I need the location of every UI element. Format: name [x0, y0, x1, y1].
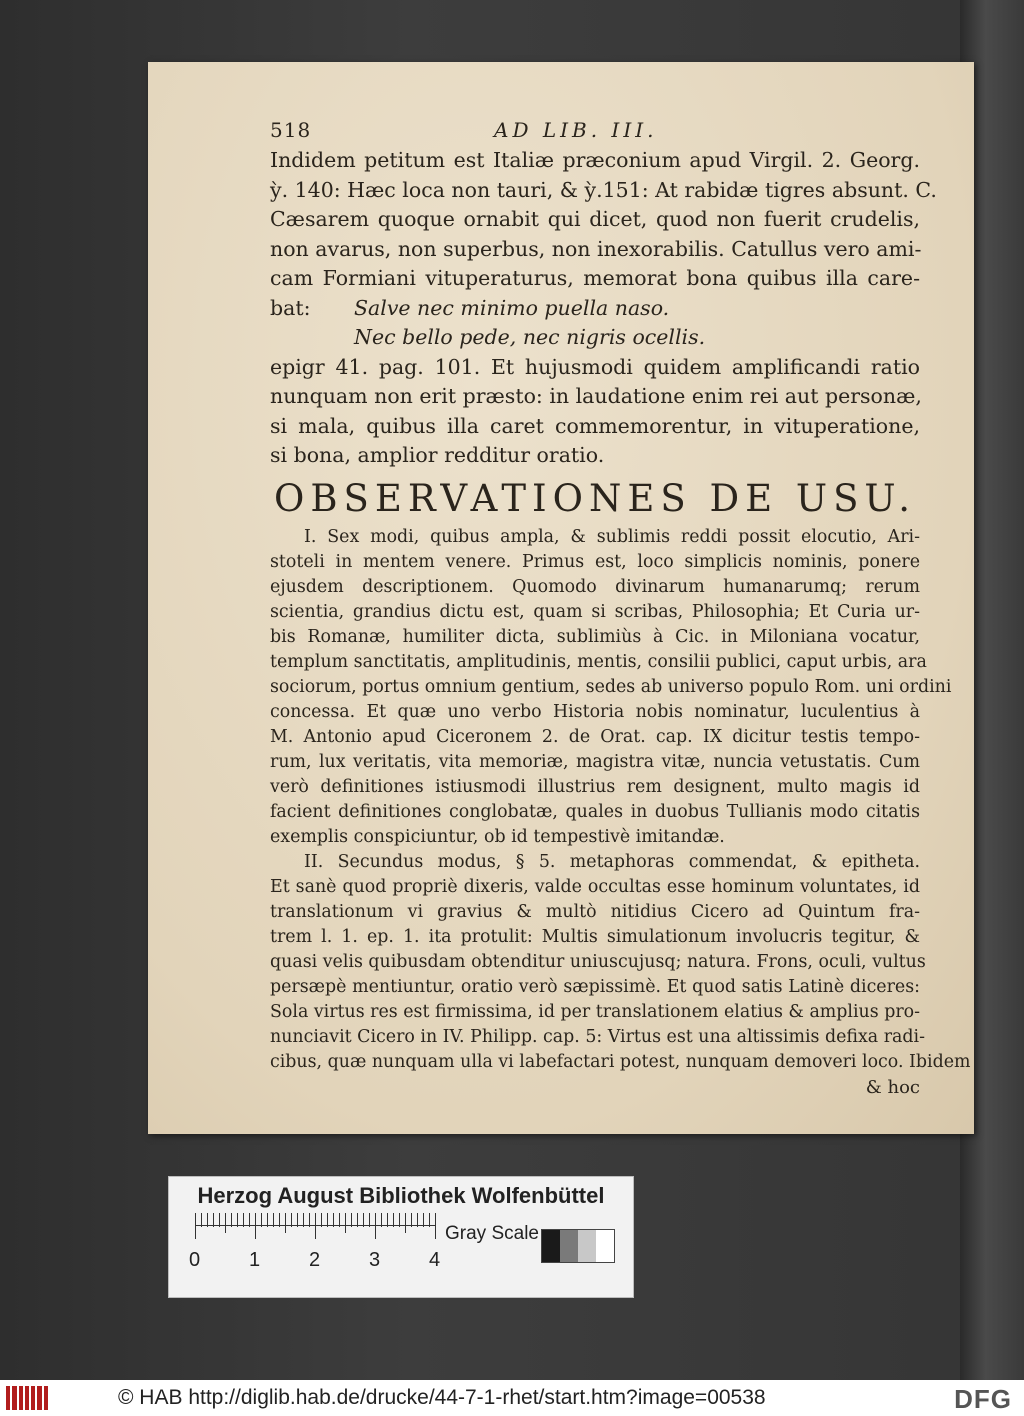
- dfg-logo: DFG: [954, 1384, 1012, 1414]
- text-line: facient definitiones conglobatæ, quales in duobus Tullianis modo citatis: [270, 801, 920, 822]
- ruler-tick: [237, 1213, 238, 1227]
- ruler-tick: [249, 1213, 250, 1227]
- hab-logo-icon: [6, 1386, 48, 1410]
- ruler-tick: [339, 1213, 340, 1227]
- ruler-tick: [315, 1213, 316, 1239]
- text-line: Sola virtus res est firmissima, id per translationem elatius & amplius pro-: [270, 1001, 921, 1022]
- text-line: bis Romanæ, humiliter dicta, sublimiùs à Cic. in Miloniana vocatur,: [270, 626, 920, 647]
- ruler-tick: [285, 1213, 286, 1233]
- text-line: Cæsarem quoque ornabit qui dicet, quod non fuerit crudelis,: [270, 207, 920, 231]
- catchword: & hoc: [865, 1076, 920, 1098]
- text-line: sociorum, portus omnium gentium, sedes ab universo populo Rom. uni ordini: [270, 676, 952, 697]
- text-line: Indidem petitum est Italiæ præconium apud Virgil. 2. Georg.: [270, 148, 920, 172]
- page-text-block: [270, 118, 971, 1100]
- quote-line: Nec bello pede, nec nigris ocellis.: [354, 325, 706, 349]
- copyright-url-text: © HAB http://diglib.hab.de/drucke/44-7-1-rhet/start.htm?image=00538: [118, 1386, 766, 1409]
- text-line: si mala, quibus illa caret commemorentur, in vituperatione,: [270, 413, 920, 438]
- ruler-number: 0: [189, 1249, 201, 1271]
- ruler-tick: [351, 1213, 352, 1227]
- ruler-tick: [279, 1213, 280, 1227]
- text-line: concessa. Et quæ uno verbo Historia nobis nominatur, luculentius à: [270, 701, 920, 722]
- ruler-tick: [357, 1213, 358, 1227]
- text-line: stoteli in mentem venere. Primus est, loco simplicis nominis, ponere: [270, 551, 920, 572]
- ruler-tick: [207, 1213, 208, 1227]
- page-header: [270, 118, 920, 146]
- paragraph-intro: [270, 146, 937, 471]
- book-page: [148, 62, 974, 1134]
- ruler-tick: [273, 1213, 274, 1227]
- ruler-tick: [327, 1213, 328, 1227]
- ruler-number: 4: [429, 1249, 441, 1271]
- ruler-tick: [429, 1213, 430, 1227]
- ruler-tick: [303, 1213, 304, 1227]
- text-line: epigr 41. pag. 101. Et hujusmodi quidem amplificandi ratio: [270, 354, 920, 379]
- ruler-tick: [405, 1213, 406, 1233]
- ruler-ticks: [195, 1213, 435, 1239]
- text-line: non avarus, non superbus, non inexorabilis. Catullus vero ami-: [270, 236, 922, 261]
- ruler-tick: [219, 1213, 220, 1227]
- text-line: translationum vi gravius & multò nitidius Cicero ad Quintum fra-: [270, 901, 920, 922]
- quote-line: [270, 294, 920, 324]
- ruler-tick: [321, 1213, 322, 1227]
- ruler-tick: [201, 1213, 202, 1227]
- text-line: rum, lux veritatis, vita memoriæ, magistra vitæ, nuncia vetustatis. Cum: [270, 751, 920, 772]
- section-heading: OBSERVATIONES DE USU.: [274, 476, 916, 520]
- color-calibration-bar: [168, 1176, 634, 1298]
- gray-swatch: [596, 1230, 614, 1262]
- ruler-tick: [381, 1213, 382, 1227]
- ruler-tick: [231, 1213, 232, 1227]
- ruler-tick: [345, 1213, 346, 1233]
- ruler-tick: [195, 1213, 196, 1239]
- ruler-tick: [393, 1213, 394, 1227]
- text-line: I. Sex modi, quibus ampla, & sublimis reddi possit elocutio, Ari-: [304, 526, 920, 547]
- quote-label: bat:: [270, 295, 311, 320]
- text-line: persæpè mentiuntur, oratio verò sæpissimè. Et quod satis Latinè diceres:: [270, 976, 920, 997]
- colorbar-title: Herzog August Bibliothek Wolfenbüttel: [197, 1183, 605, 1208]
- ruler-tick: [423, 1213, 424, 1227]
- quote-text: Salve nec minimo puella naso.: [354, 295, 670, 320]
- ruler-tick: [417, 1213, 418, 1227]
- text-line: verò definitiones istiusmodi illustrius rem designent, multo magis id: [270, 776, 920, 797]
- text-line: ejusdem descriptionem. Quomodo divinarum humanarumq; rerum: [270, 576, 920, 597]
- ruler-tick: [333, 1213, 334, 1227]
- text-line: cam Formiani vituperaturus, memorat bona quibus illa care-: [270, 266, 920, 290]
- ruler-tick: [369, 1213, 370, 1227]
- ruler-tick: [255, 1213, 256, 1239]
- ruler-tick: [375, 1213, 376, 1239]
- text-line: nunciavit Cicero in IV. Philipp. cap. 5: Virtus est una altissimis defixa radi-: [270, 1026, 925, 1047]
- ruler-tick: [243, 1213, 244, 1227]
- text-line: M. Antonio apud Ciceronem 2. de Orat. cap. IX dicitur testis tempo-: [270, 726, 920, 747]
- text-line: quasi velis quibusdam obtenditur uniuscujusq; natura. Frons, oculi, vultus: [270, 951, 926, 972]
- ruler-tick: [225, 1213, 226, 1233]
- gray-swatch: [542, 1230, 560, 1262]
- page-number: 518: [270, 118, 312, 142]
- ruler-tick: [435, 1213, 436, 1239]
- ruler-number: 2: [309, 1249, 321, 1271]
- text-line: trem l. 1. ep. 1. ita protulit: Multis simulationum involucris tegitur, &: [270, 926, 920, 947]
- text-line: Et sanè quod propriè dixeris, valde occultas esse hominum voluntates, id: [270, 876, 920, 897]
- ruler-tick: [267, 1213, 268, 1227]
- text-line: II. Secundus modus, § 5. metaphoras commendat, & epitheta.: [304, 851, 920, 872]
- ruler-tick: [309, 1213, 310, 1227]
- ruler-tick: [291, 1213, 292, 1227]
- ruler-tick: [399, 1213, 400, 1227]
- running-head: AD LIB. III.: [494, 118, 658, 142]
- ruler-tick: [261, 1213, 262, 1227]
- ruler-tick: [297, 1213, 298, 1227]
- text-line: scientia, grandius dictu est, quam si scribas, Philosophia; Et Curia ur-: [270, 601, 920, 622]
- ruler-tick: [387, 1213, 388, 1227]
- ruler-number: 1: [249, 1249, 261, 1271]
- ruler-tick: [411, 1213, 412, 1227]
- observations-section: [270, 525, 971, 1100]
- text-line: si bona, amplior redditur oratio.: [270, 443, 605, 467]
- gray-swatch: [560, 1230, 578, 1262]
- gray-swatch: [578, 1230, 596, 1262]
- text-line: exemplis conspiciuntur, ob id tempestivè imitandæ.: [270, 826, 725, 847]
- ruler-tick: [213, 1213, 214, 1227]
- ruler-number: 3: [369, 1249, 381, 1271]
- ruler-tick: [363, 1213, 364, 1227]
- text-line: ỳ. 140: Hæc loca non tauri, & ỳ.151: At rabidæ tigres absunt. C.: [270, 177, 937, 202]
- gray-scale-swatches: [541, 1229, 615, 1263]
- text-line: nunquam non erit præsto: in laudatione enim rei aut personæ,: [270, 384, 922, 408]
- viewer-footer: [0, 1380, 1024, 1416]
- gray-scale-label: Gray Scale: [445, 1223, 539, 1244]
- text-line: templum sanctitatis, amplitudinis, mentis, consilii publici, caput urbis, ara: [270, 651, 927, 672]
- text-line: cibus, quæ nunquam ulla vi labefactari potest, nunquam demoveri loco. Ibidem: [270, 1051, 971, 1072]
